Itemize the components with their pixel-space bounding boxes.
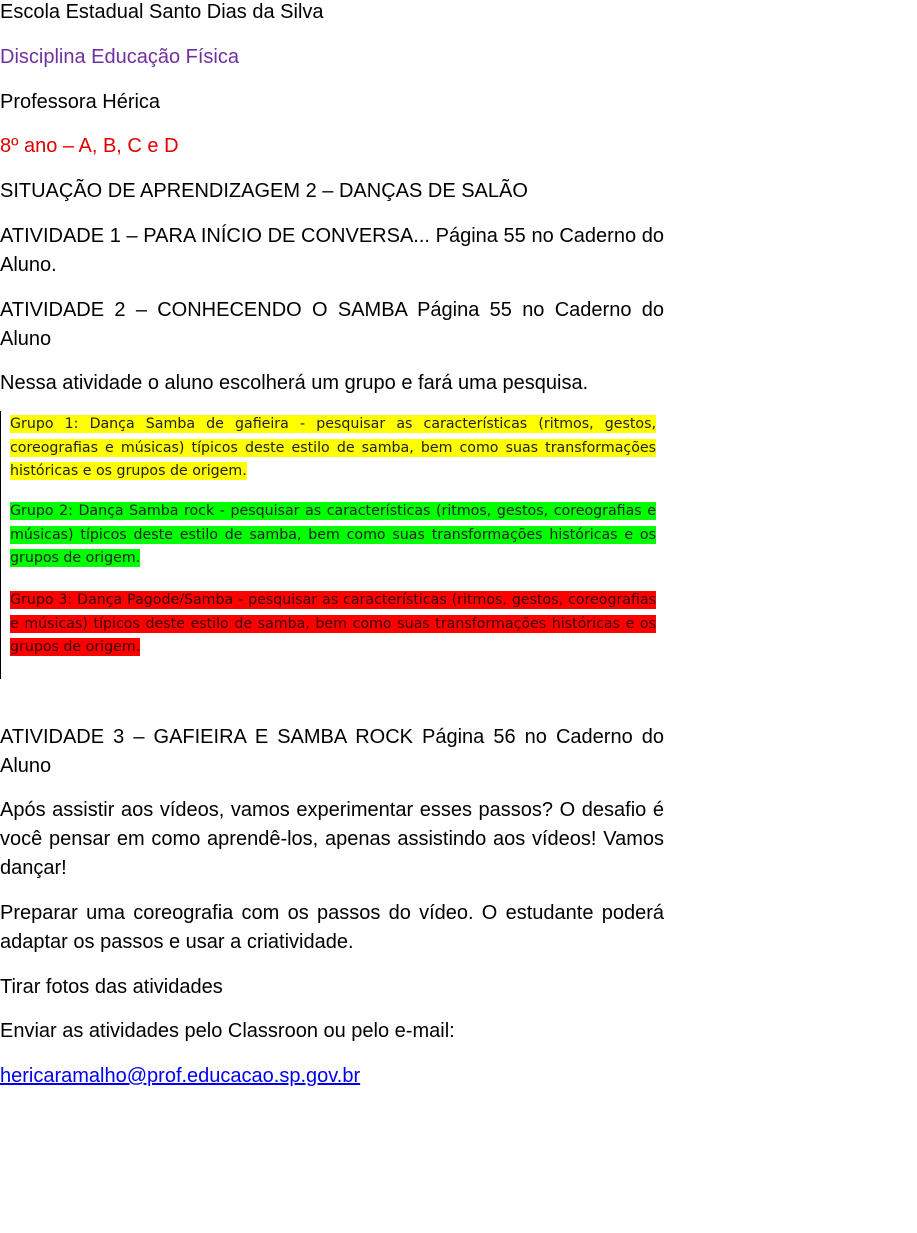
group-3-text: Grupo 3: Dança Pagode/Samba - pesquisar as características (ritmos, gestos, coreografias e músicas) típicos deste estilo de samba, bem como suas transformações históricas e os grupos de origem.: [10, 592, 656, 655]
send-instruction: Enviar as atividades pelo Classroon ou pelo e-mail:: [0, 1020, 455, 1042]
class-list: 8º ano – A, B, C e D: [0, 135, 179, 157]
group-2-description: [10, 500, 656, 571]
photos-instruction: Tirar fotos das atividades: [0, 976, 223, 998]
group-1-text: Grupo 1: Dança Samba de gafieira - pesquisar as características (ritmos, gestos, coreografias e músicas) típicos deste estilo de samba, bem como suas transformações históricas e os grupos de origem.: [10, 416, 656, 479]
activity-3-paragraph-1: Após assistir aos vídeos, vamos experimentar esses passos? O desafio é você pensar em como aprendê-los, apenas assistindo aos vídeos! Vamos dançar!: [0, 799, 664, 879]
group-1-description: [10, 413, 656, 484]
activity-2-title: ATIVIDADE 2 – CONHECENDO O SAMBA Página 55 no Caderno do Aluno: [0, 299, 664, 350]
school-name: Escola Estadual Santo Dias da Silva: [0, 1, 324, 23]
activity-3-paragraph-2: Preparar uma coreografia com os passos do vídeo. O estudante poderá adaptar os passos e usar a criatividade.: [0, 902, 664, 953]
group-2-text: Grupo 2: Dança Samba rock - pesquisar as características (ritmos, gestos, coreografias e músicas) típicos deste estilo de samba, bem como suas transformações históricas e os grupos de origem.: [10, 503, 656, 566]
subject-name: Disciplina Educação Física: [0, 46, 239, 68]
activity-1-title: ATIVIDADE 1 – PARA INÍCIO DE CONVERSA... Página 55 no Caderno do Aluno.: [0, 225, 664, 276]
activity-3-title: ATIVIDADE 3 – GAFIEIRA E SAMBA ROCK Página 56 no Caderno do Aluno: [0, 726, 664, 777]
learning-situation-title: SITUAÇÃO DE APRENDIZAGEM 2 – DANÇAS DE SALÃO: [0, 180, 528, 202]
research-groups-box: [0, 411, 657, 679]
email-link[interactable]: hericaramalho@prof.educacao.sp.gov.br: [0, 1065, 361, 1087]
group-3-description: [10, 589, 656, 660]
teacher-name: Professora Hérica: [0, 91, 161, 113]
activity-2-intro: Nessa atividade o aluno escolherá um grupo e fará uma pesquisa.: [0, 372, 589, 394]
